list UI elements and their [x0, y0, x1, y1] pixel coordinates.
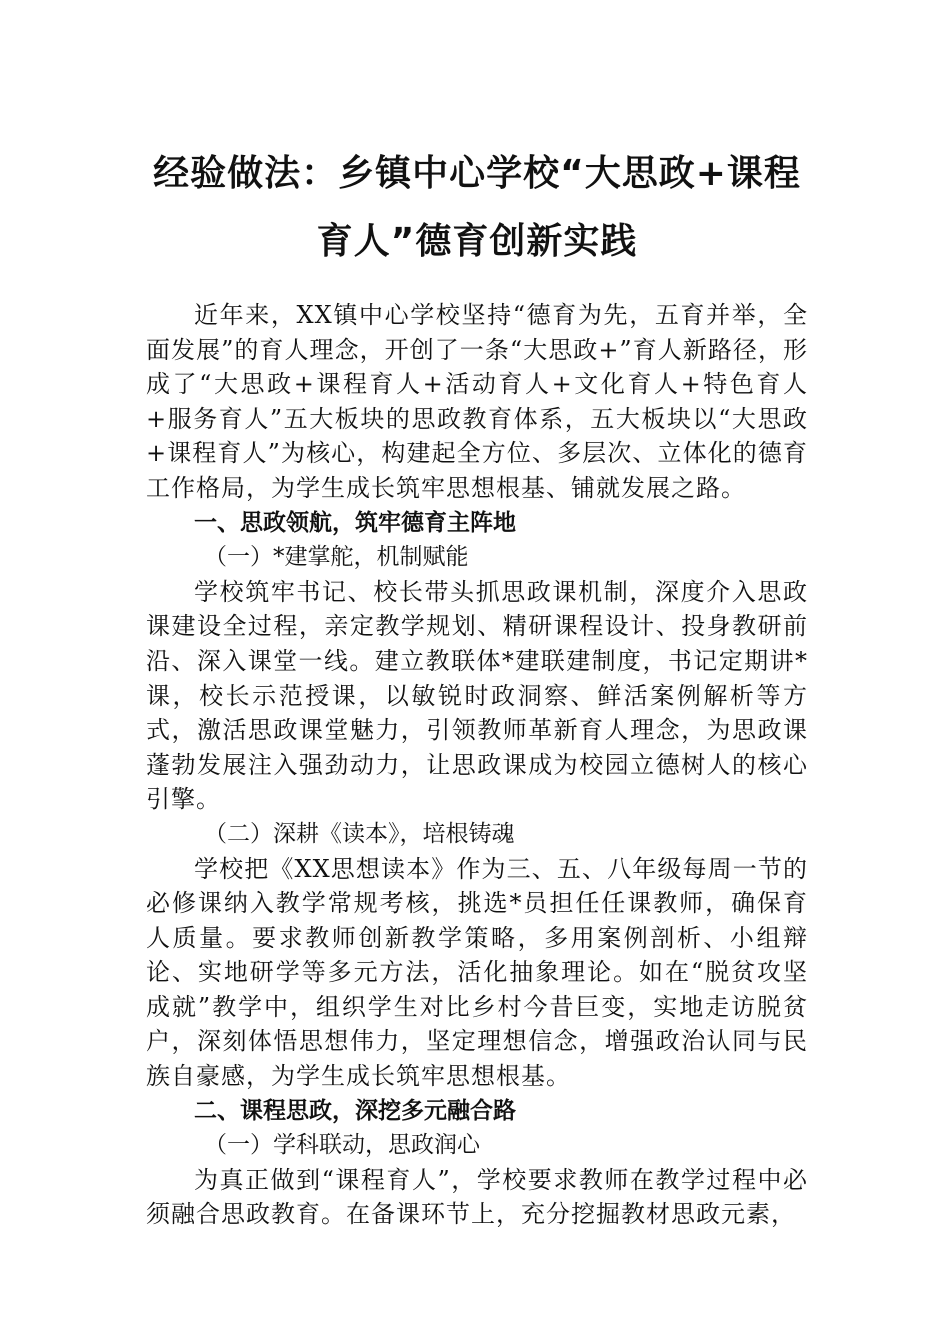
intro-paragraph: 近年来，XX镇中心学校坚持“德育为先，五育并举，全面发展”的育人理念，开创了一条“大思政+”育人新路径，形成了“大思政+课程育人+活动育人+文化育人+特色育人+服务育人”五大板块的思政教育体系，五大板块以“大思政+课程育人”为核心，构建起全方位、多层次、立体化的德育工作格局，为学生成长筑牢思想根基、铺就发展之路。 [146, 301, 808, 502]
section-1-2-heading: （二）深耕《读本》，培根铸魂 [204, 820, 515, 847]
section-1-2-paragraph: 学校把《XX思想读本》作为三、五、八年级每周一节的必修课纳入教学常规考核，挑选*员担任任课教师，确保育人质量。要求教师创新教学策略，多用案例剖析、小组辩论、实地研学等多元方法，活化抽象理论。如在“脱贫攻坚成就”教学中，组织学生对比乡村今昔巨变，实地走访脱贫户，深刻体悟思想伟力，坚定理想信念，增强政治认同与民族自豪感，为学生成长筑牢思想根基。 [146, 854, 808, 1091]
section-1-1-paragraph: 学校筑牢书记、校长带头抓思政课机制，深度介入思政课建设全过程，亲定教学规划、精研课程设计、投身教研前沿、深入课堂一线。建立教联体*建联建制度，书记定期讲*课，校长示范授课，以敏锐时政洞察、鲜活案例解析等方式，激活思政课堂魅力，引领教师革新育人理念，为思政课蓬勃发展注入强劲动力，让思政课成为校园立德树人的核心引擎。 [146, 577, 808, 814]
section-2-heading: 二、课程思政，深挖多元融合路 [194, 1097, 516, 1124]
section-2-1-paragraph: 为真正做到“课程育人”，学校要求教师在教学过程中必须融合思政教育。在备课环节上，充分挖掘教材思政元素， [146, 1165, 808, 1229]
section-1-heading: 一、思政领航，筑牢德育主阵地 [194, 509, 516, 536]
document-page [146, 140, 808, 1232]
document-title: 经验做法：乡镇中心学校“大思政+课程育人”德育创新实践 [153, 153, 801, 262]
section-1-1-heading: （一）*建掌舵，机制赋能 [204, 544, 469, 571]
section-2-1-heading: （一）学科联动，思政润心 [204, 1132, 480, 1159]
